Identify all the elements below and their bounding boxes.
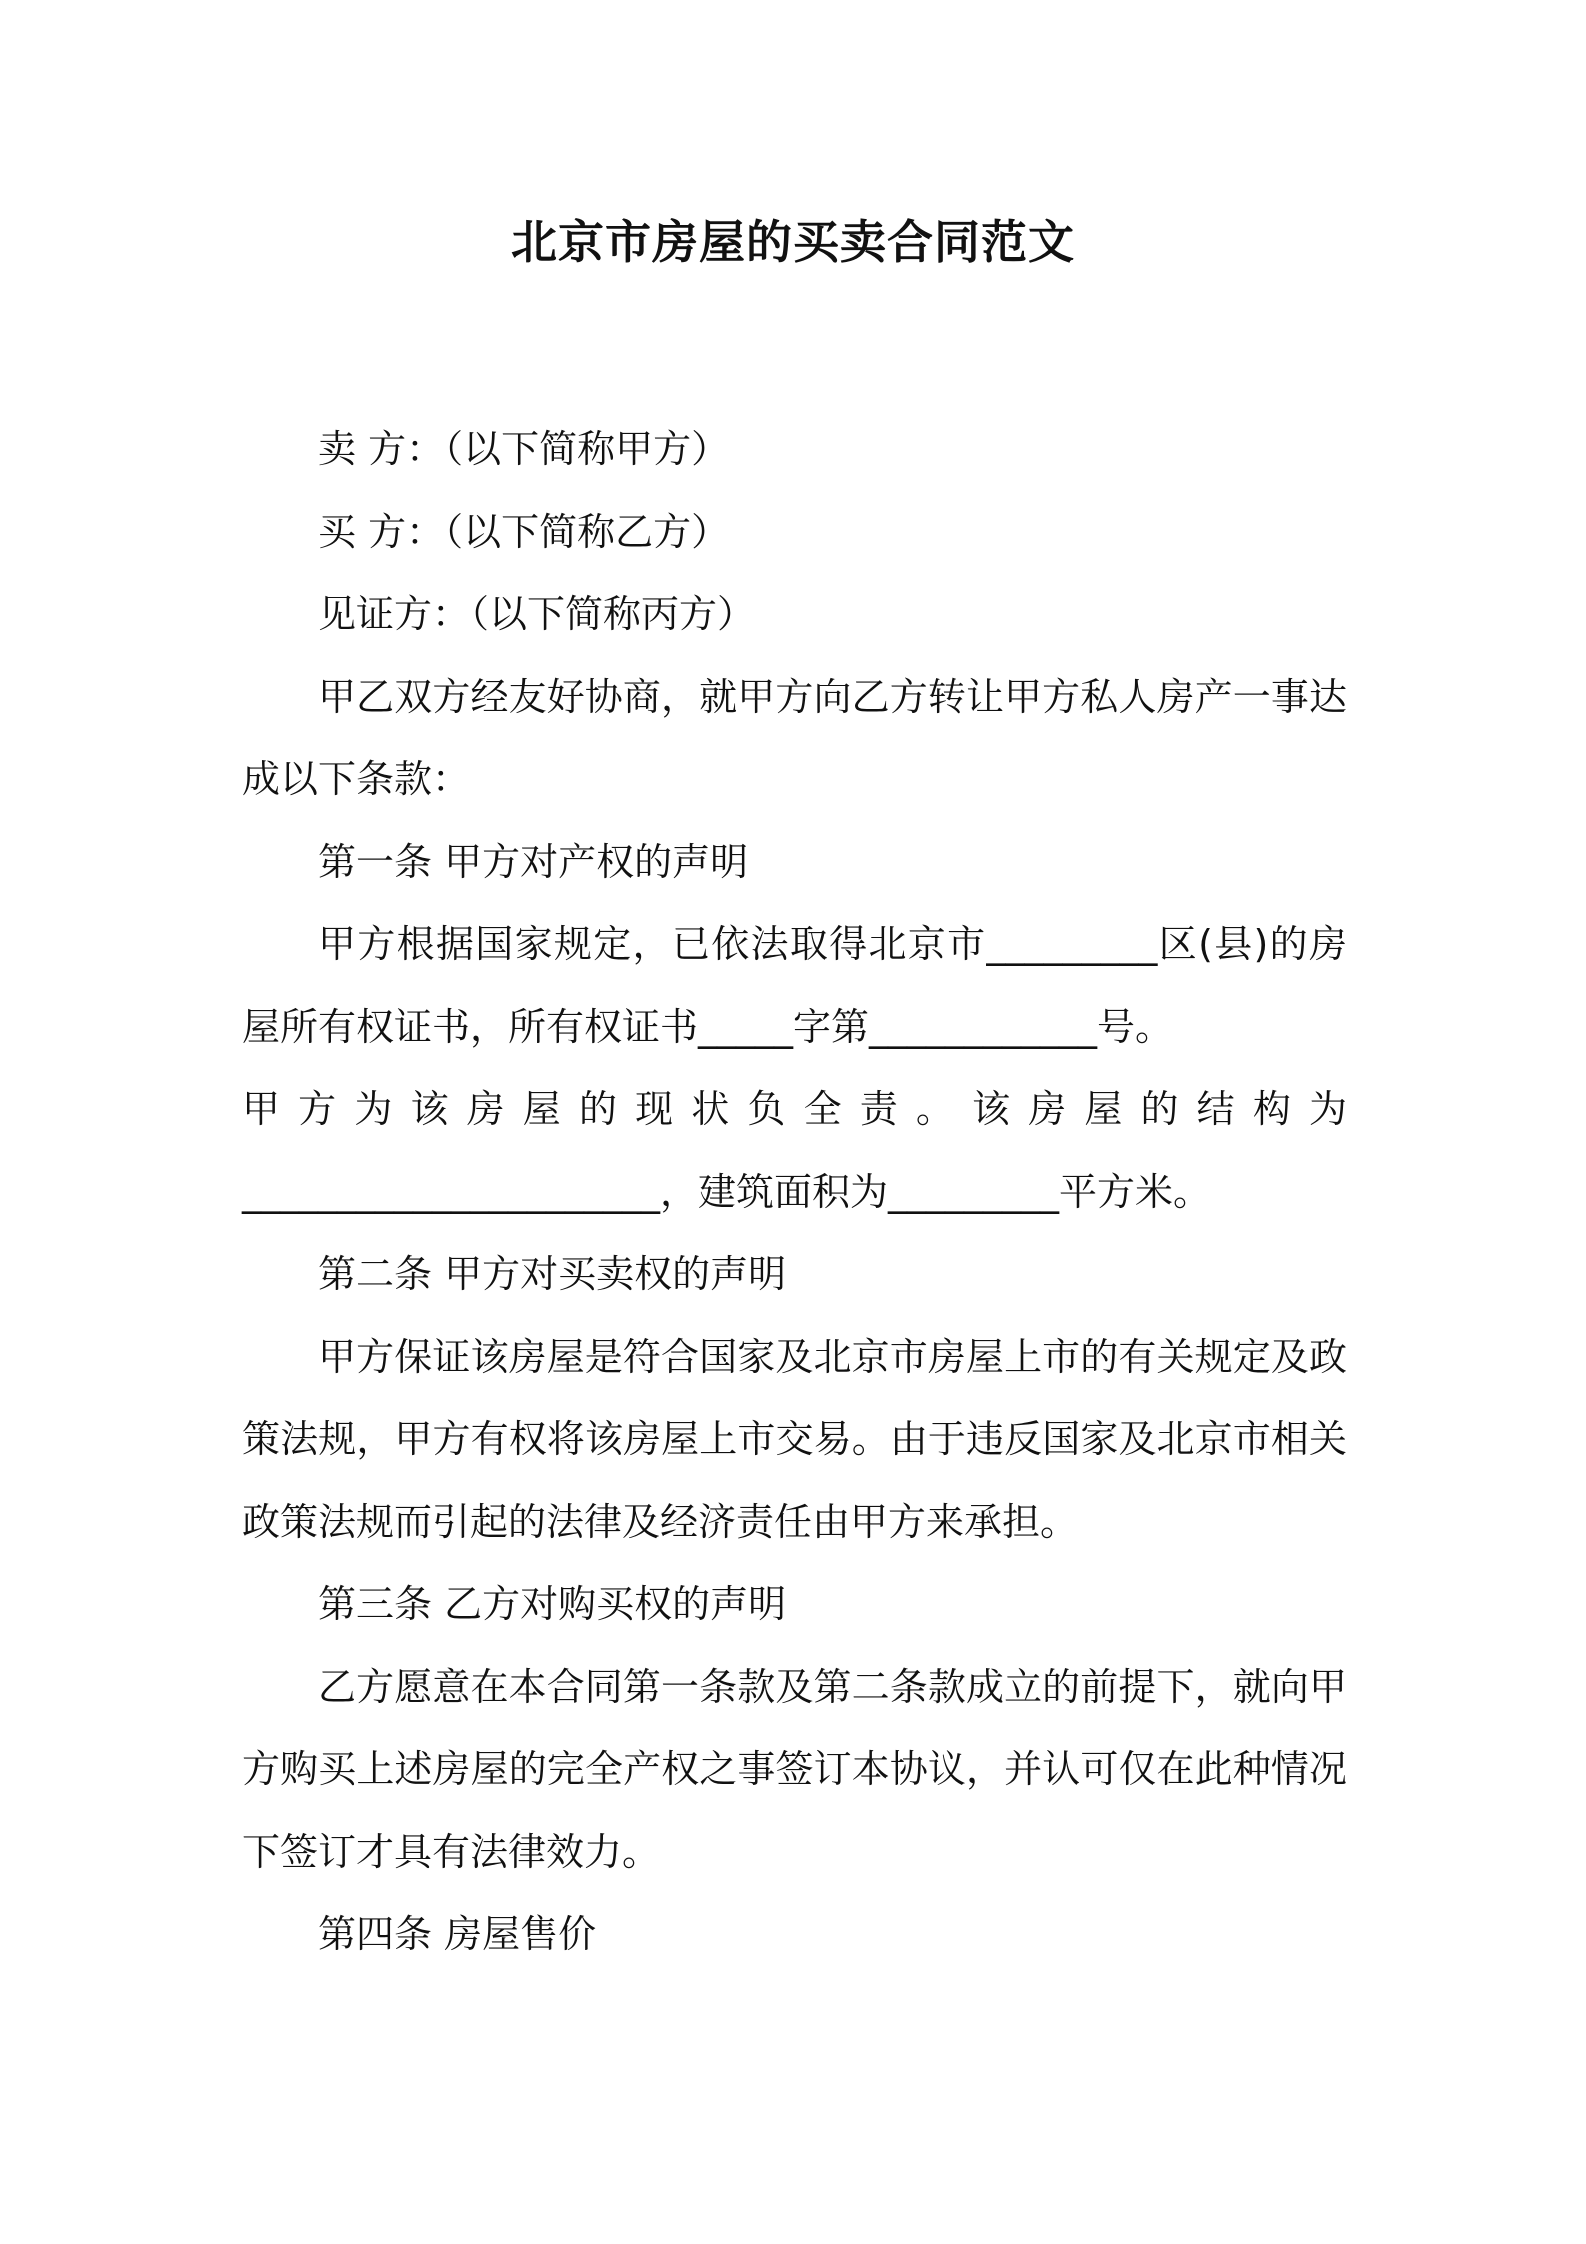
article-4-heading: 第四条 房屋售价 xyxy=(318,1912,597,1956)
article-1-paragraph: 甲方根据国家规定，已依法取得北京市_________区(县)的房屋所有权证书，所有权证书_____字第____________号。 xyxy=(242,922,1347,1049)
document-body xyxy=(242,408,1347,1976)
party-witness: 见证方：（以下简称丙方） xyxy=(318,592,756,636)
article-1-area-line: ______________________，建筑面积为_________平方米。 xyxy=(242,1169,1212,1214)
preamble-paragraph: 甲乙双方经友好协商，就甲方向乙方转让甲方私人房产一事达成以下条款： xyxy=(242,674,1347,801)
article-3-paragraph: 乙方愿意在本合同第一条款及第二条款成立的前提下，就向甲方购买上述房屋的完全产权之事签订本协议，并认可仅在此种情况下签订才具有法律效力。 xyxy=(242,1664,1347,1874)
party-seller: 卖 方：（以下简称甲方） xyxy=(318,427,730,471)
party-buyer: 买 方：（以下简称乙方） xyxy=(318,509,730,554)
article-2-heading: 第二条 甲方对买卖权的声明 xyxy=(318,1252,787,1296)
article-1-structure-line: 甲方为该房屋的现状负全责。该房屋的结构为 xyxy=(242,1087,1347,1131)
document-title: 北京市房屋的买卖合同范文 xyxy=(511,215,1075,269)
article-2-paragraph: 甲方保证该房屋是符合国家及北京市房屋上市的有关规定及政策法规，甲方有权将该房屋上市交易。由于违反国家及北京市相关政策法规而引起的法律及经济责任由甲方来承担。 xyxy=(242,1334,1347,1544)
article-3-heading: 第三条 乙方对购买权的声明 xyxy=(318,1582,787,1626)
article-1-heading: 第一条 甲方对产权的声明 xyxy=(318,839,749,884)
